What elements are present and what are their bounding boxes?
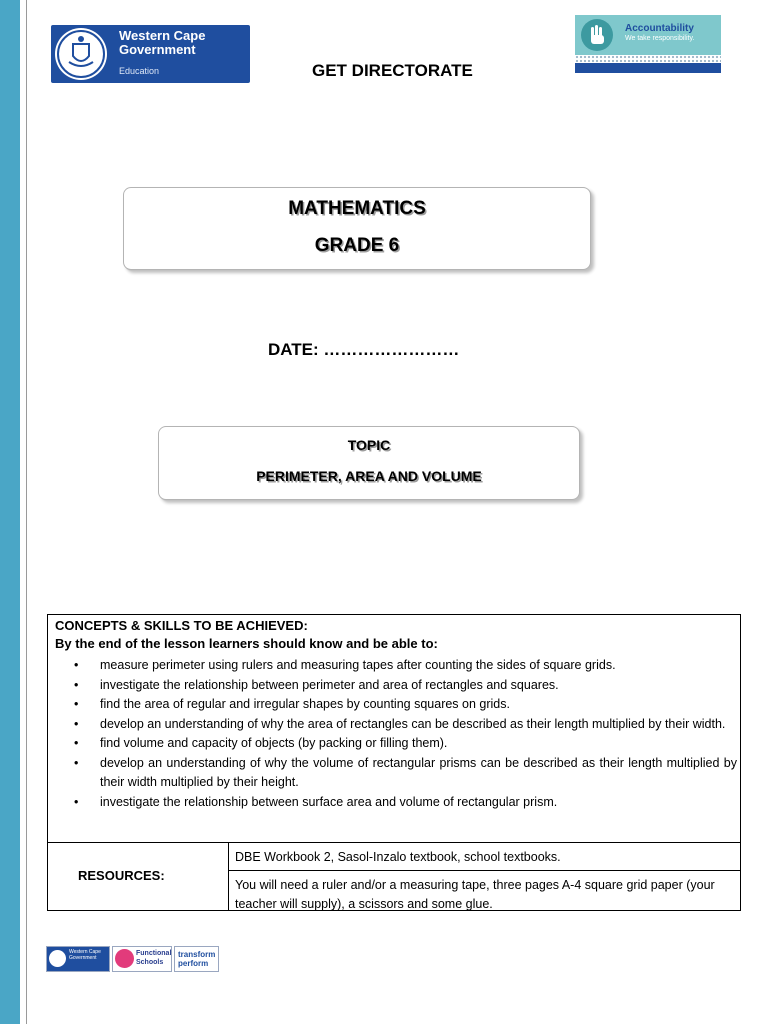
side-divider-line <box>26 0 27 1024</box>
badge-title: Accountability <box>625 23 694 34</box>
bullet-icon: • <box>74 736 79 750</box>
footer-wcg-text: Western Cape Government <box>69 949 101 961</box>
list-item-text: find the area of regular and irregular shapes by counting squares on grids. <box>100 697 510 711</box>
list-item <box>55 793 737 813</box>
badge-dot-pattern <box>575 55 721 63</box>
resources-table <box>47 843 741 911</box>
bullet-icon: • <box>74 755 79 770</box>
logo-name: Western Cape Government <box>119 28 206 57</box>
resources-books-text: DBE Workbook 2, Sasol-Inzalo textbook, school textbooks. <box>235 850 561 864</box>
concepts-intro: By the end of the lesson learners should know and be able to: <box>55 636 438 651</box>
functional-schools-emblem-icon <box>115 949 134 968</box>
footer-fs-text: Functional Schools <box>136 950 172 966</box>
topic-name: PERIMETER, AREA AND VOLUME <box>256 468 482 484</box>
subject-title: MATHEMATICS <box>288 198 426 219</box>
footer-functional-schools-logo <box>112 946 172 972</box>
raised-hand-icon <box>581 19 613 51</box>
directorate-heading: GET DIRECTORATE <box>312 61 473 80</box>
list-item-text: find volume and capacity of objects (by packing or filling them). <box>100 736 448 750</box>
bullet-icon: • <box>74 716 79 731</box>
title-box <box>123 187 591 270</box>
badge-subtitle: We take responsibility. <box>625 35 695 42</box>
bullet-icon: • <box>74 697 79 711</box>
topic-box <box>158 426 580 500</box>
list-item-text: measure perimeter using rulers and measuring tapes after counting the sides of square grids. <box>100 658 616 672</box>
concepts-heading: CONCEPTS & SKILLS TO BE ACHIEVED: <box>55 618 308 633</box>
resources-label: RESOURCES: <box>78 868 165 883</box>
date-field: DATE: …………………… <box>268 340 460 359</box>
list-item-text: investigate the relationship between surface area and volume of rectangular prism. <box>100 794 558 809</box>
resources-row-books <box>229 843 741 871</box>
resources-label-cell <box>48 843 229 910</box>
list-item <box>55 754 737 793</box>
footer-crest-icon <box>49 950 66 967</box>
list-item <box>55 676 737 696</box>
badge-banner <box>575 15 721 55</box>
list-item <box>55 695 737 715</box>
topic-label: TOPIC <box>347 437 391 453</box>
bullet-icon: • <box>74 677 79 692</box>
list-item-text: develop an understanding of why the area of rectangles can be described as their length multiplied by their width. <box>100 716 726 731</box>
accountability-badge <box>575 15 721 73</box>
resources-materials-text: You will need a ruler and/or a measuring tape, three pages A-4 square grid paper (your teacher will supply), a scissors and some glue. <box>235 878 715 911</box>
logo-subtitle: Education <box>119 66 160 76</box>
list-item-text: investigate the relationship between perimeter and area of rectangles and squares. <box>100 677 559 692</box>
concepts-list <box>55 656 737 812</box>
bullet-icon: • <box>74 658 79 672</box>
resources-row-materials <box>229 871 741 910</box>
list-item-text: develop an understanding of why the volume of rectangular prisms can be described as their length multiplied by their width multiplied by their height. <box>100 755 737 789</box>
list-item <box>55 656 737 676</box>
list-item <box>55 715 737 735</box>
grade-title: GRADE 6 <box>314 235 400 256</box>
list-item <box>55 734 737 754</box>
bullet-icon: • <box>74 794 79 809</box>
badge-footer-strip <box>575 63 721 73</box>
footer-tp-text: transform perform <box>178 950 216 968</box>
coat-of-arms-icon <box>55 28 107 80</box>
western-cape-government-logo <box>51 25 250 83</box>
footer-transform-perform-logo <box>174 946 219 972</box>
side-accent-bar <box>0 0 20 1024</box>
footer-wcg-logo <box>46 946 110 972</box>
concepts-table <box>47 614 741 843</box>
